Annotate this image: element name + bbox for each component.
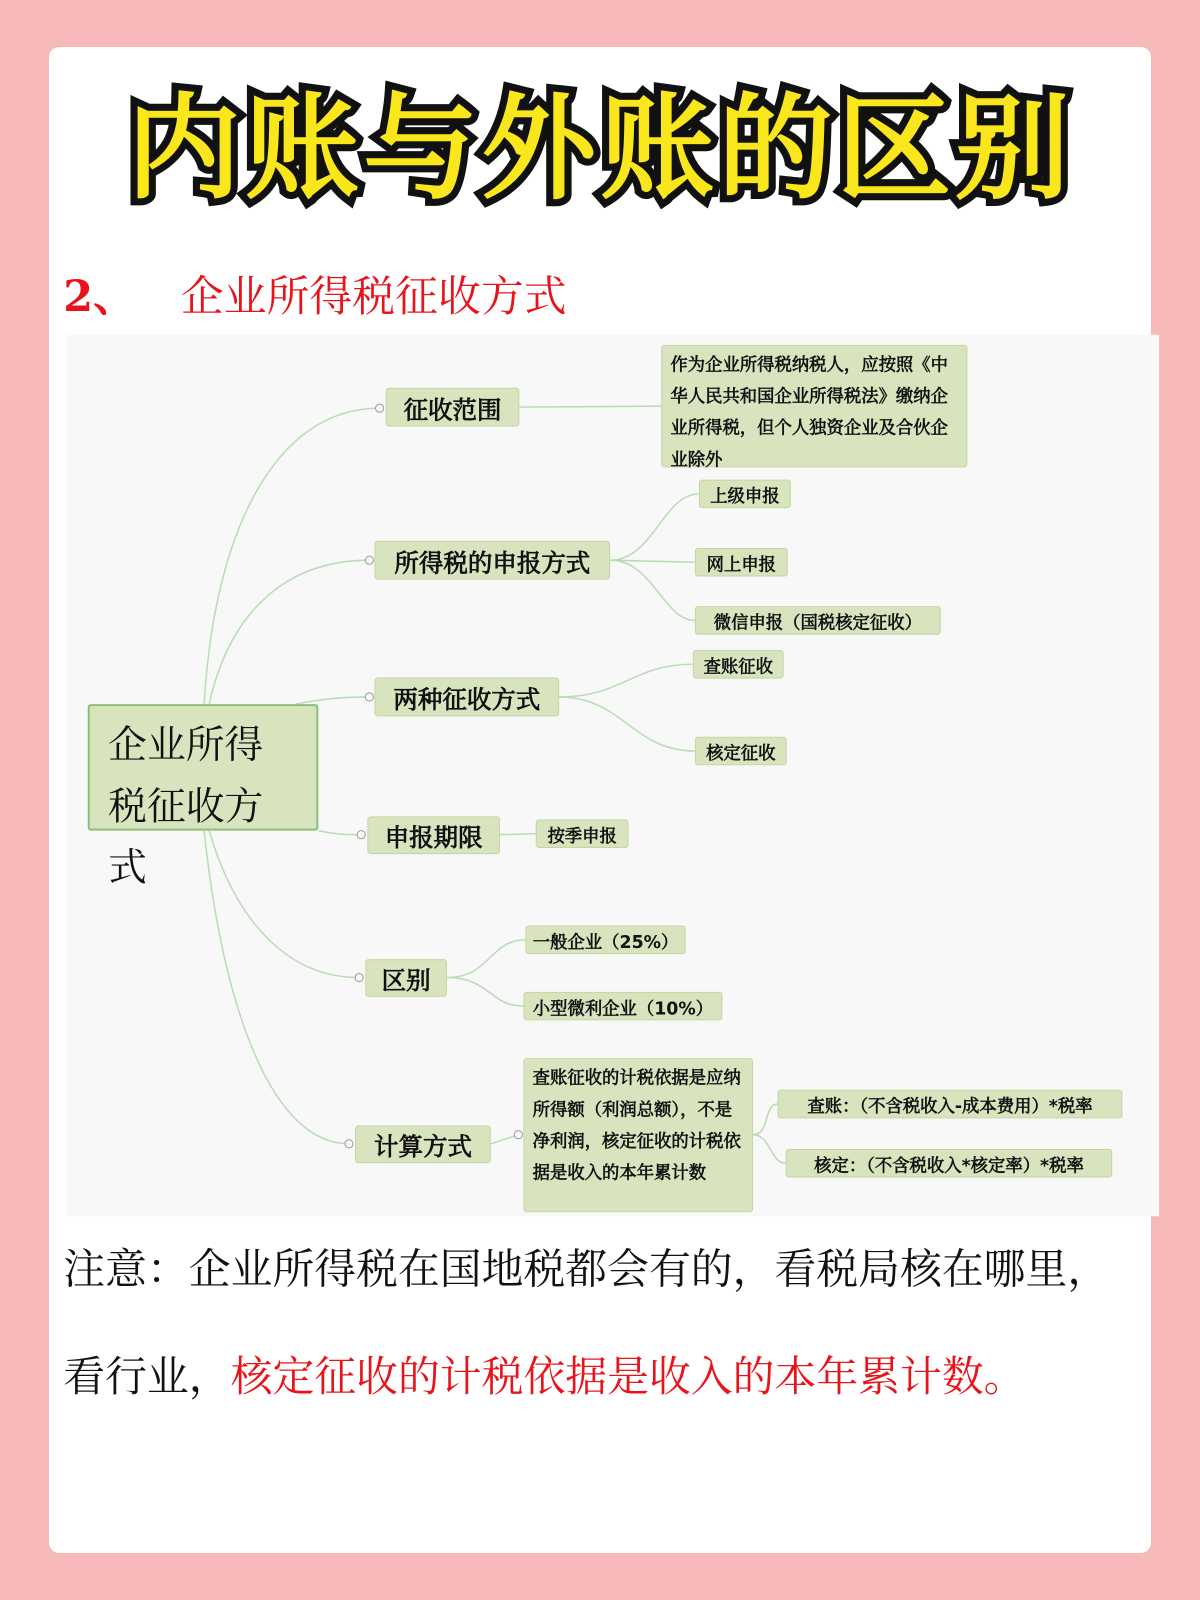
root-node[interactable]: 企业所得税征收方式 [88, 704, 319, 831]
branch-difference[interactable]: 区别 [365, 959, 447, 997]
leaf-online-filing[interactable]: 网上申报 [695, 548, 788, 577]
leaf-small-enterprise[interactable]: 小型微利企业（10%） [523, 992, 722, 1021]
leaf-wechat-filing[interactable]: 微信申报（国税核定征收） [695, 606, 941, 635]
branch-calculation[interactable]: 计算方式 [355, 1126, 491, 1164]
branch-filing-period[interactable]: 申报期限 [367, 816, 500, 854]
scope-description[interactable]: 作为企业所得税纳税人，应按照《中华人民共和国企业所得税法》缴纳企业所得税，但个人独资企业及合伙企业除外 [661, 345, 967, 467]
leaf-quarterly[interactable]: 按季申报 [536, 819, 629, 848]
page-title: 内账与外账的区别 [126, 82, 1074, 216]
leaf-general-enterprise[interactable]: 一般企业（25%） [526, 926, 686, 955]
formula-assessed[interactable]: 核定：（不含税收入*核定率）*税率 [786, 1149, 1113, 1178]
leaf-audit-collection[interactable]: 查账征收 [693, 650, 784, 679]
note-highlight: 核定征收的计税依据是收入的本年累计数。 [230, 1352, 1026, 1402]
branch-collection-methods[interactable]: 两种征收方式 [374, 678, 559, 717]
calculation-description[interactable]: 查账征收的计税依据是应纳所得额（利润总额），不是净利润，核定征收的计税依据是收入的本年累计数 [523, 1058, 753, 1212]
branch-scope[interactable]: 征收范围 [386, 388, 520, 427]
note-text: 注意：企业所得税在国地税都会有的，看税局核在哪里，看行业， [63, 1244, 1110, 1402]
note-paragraph [63, 1216, 1114, 1430]
leaf-assessed-collection[interactable]: 核定征收 [695, 737, 787, 766]
leaf-superior-filing[interactable]: 上级申报 [699, 480, 791, 509]
section-title: 企业所得税征收方式 [180, 271, 567, 322]
formula-audit[interactable]: 查账：（不含税收入-成本费用）*税率 [778, 1090, 1123, 1119]
branch-filing-method[interactable]: 所得税的申报方式 [374, 541, 610, 580]
section-number: 2、 [63, 271, 136, 322]
